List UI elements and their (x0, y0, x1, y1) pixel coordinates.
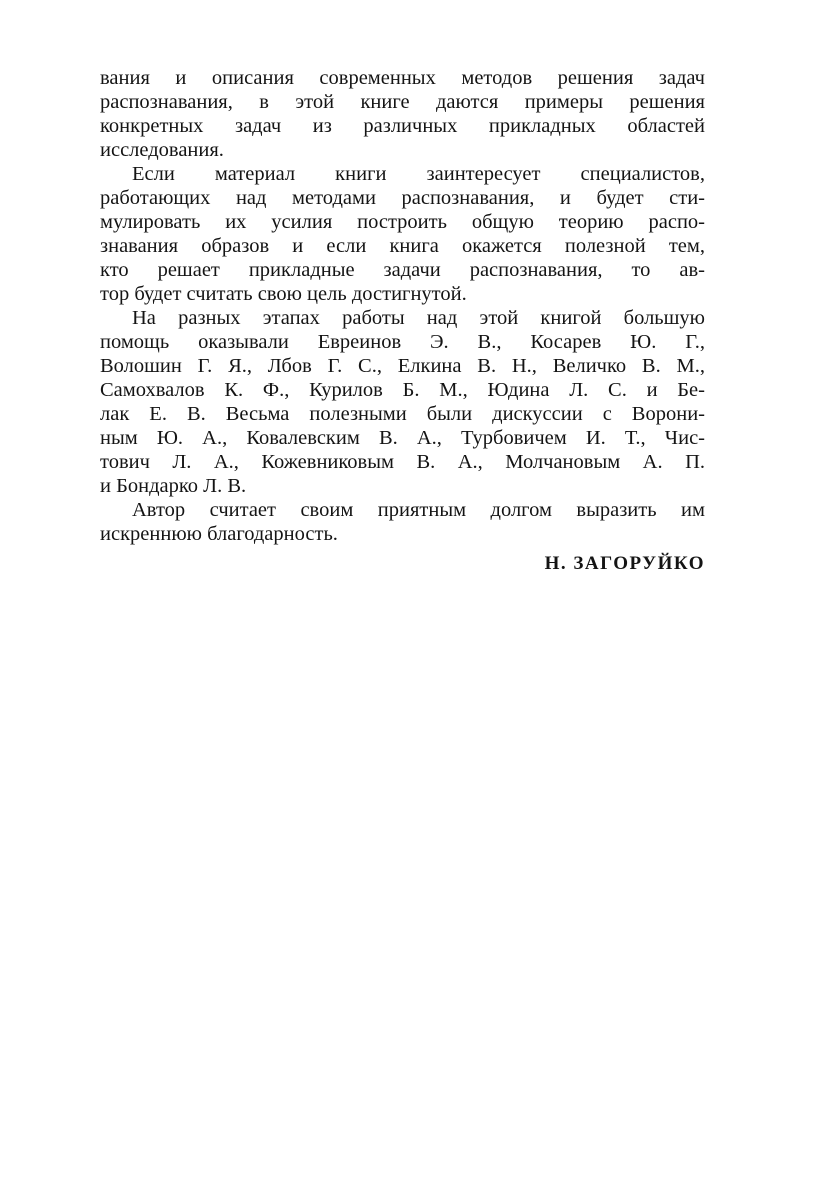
text-line: мулировать их усилия построить общую теорию распо- (100, 211, 705, 233)
text-line: кто решает прикладные задачи распознавания, то ав- (100, 259, 705, 281)
text-line: знавания образов и если книга окажется полезной тем, (100, 235, 705, 257)
text-line: Волошин Г. Я., Лбов Г. С., Елкина В. Н., Величко В. М., (100, 355, 705, 377)
paragraph-first-line: Если материал книги заинтересует специалистов, (132, 163, 705, 185)
text-line: Самохвалов К. Ф., Курилов Б. М., Юдина Л. С. и Бе- (100, 379, 705, 401)
text-line: помощь оказывали Евреинов Э. В., Косарев Ю. Г., (100, 331, 705, 353)
paragraph-first-line: Автор считает своим приятным долгом выразить им (132, 499, 705, 521)
text-line: вания и описания современных методов решения задач (100, 67, 705, 89)
text-line: тор будет считать свою цель достигнутой. (100, 283, 467, 305)
text-line: тович Л. А., Кожевниковым В. А., Молчановым А. П. (100, 451, 705, 473)
text-line: конкретных задач из различных прикладных областей (100, 115, 705, 137)
preface-text (100, 66, 705, 576)
text-line: лак Е. В. Весьма полезными были дискуссии с Ворони- (100, 403, 705, 425)
text-line: распознавания, в этой книге даются примеры решения (100, 91, 705, 113)
author-signature: Н. ЗАГОРУЙКО (544, 553, 705, 574)
text-line: и Бондарко Л. В. (100, 475, 247, 497)
text-line: исследования. (100, 139, 224, 161)
text-line: работающих над методами распознавания, и будет сти- (100, 187, 705, 209)
text-line: ным Ю. А., Ковалевским В. А., Турбовичем И. Т., Чис- (100, 427, 705, 449)
text-line: искреннюю благодарность. (100, 523, 338, 545)
paragraph-first-line: На разных этапах работы над этой книгой большую (132, 307, 705, 329)
